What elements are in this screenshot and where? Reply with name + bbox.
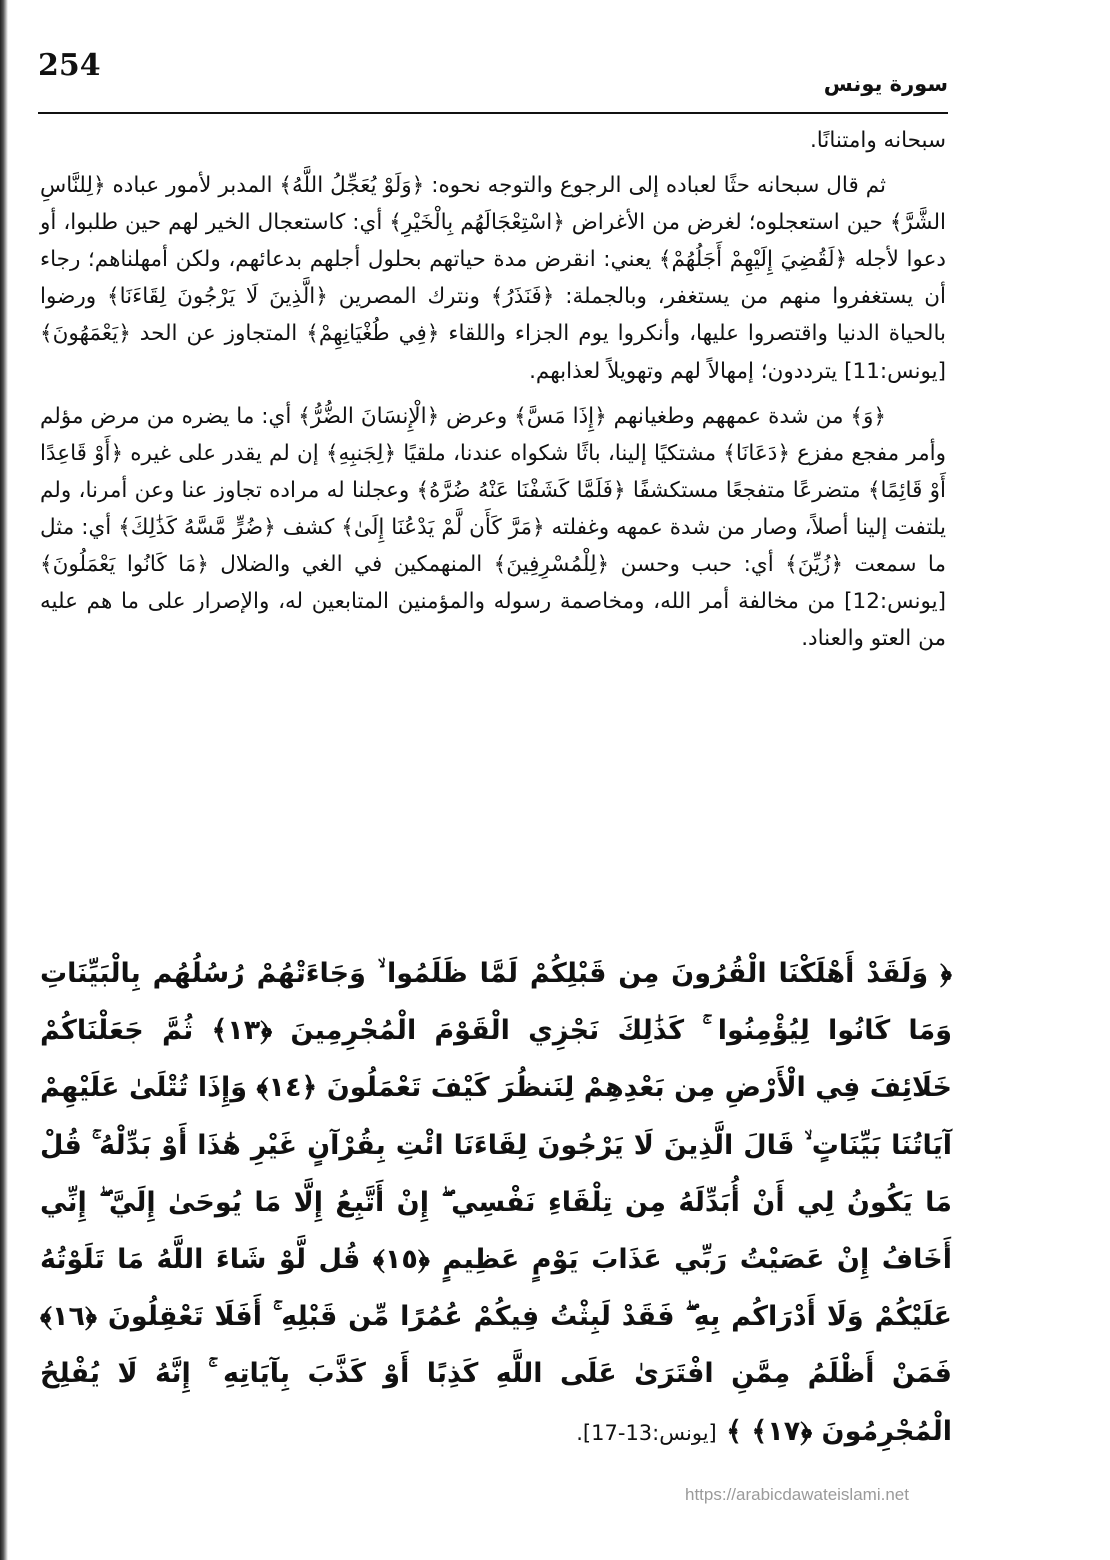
quran-verses-block xyxy=(40,945,952,1462)
scan-edge-shadow xyxy=(0,0,8,1560)
quran-verses: ﴿ وَلَقَدْ أَهْلَكْنَا الْقُرُونَ مِن قَبْلِكُمْ لَمَّا ظَلَمُوا ۙ وَجَاءَتْهُمْ رُسُلُهُم بِالْبَيِّنَاتِ وَمَا كَانُوا لِيُؤْمِنُوا ۚ كَذَٰلِكَ نَجْزِي الْقَوْمَ الْمُجْرِمِينَ ﴿١٣﴾ ثُمَّ جَعَلْنَاكُمْ خَلَائِفَ فِي الْأَرْضِ مِن بَعْدِهِمْ لِنَنظُرَ كَيْفَ تَعْمَلُونَ ﴿١٤﴾ وَإِذَا تُتْلَىٰ عَلَيْهِمْ آيَاتُنَا بَيِّنَاتٍ ۙ قَالَ الَّذِينَ لَا يَرْجُونَ لِقَاءَنَا ائْتِ بِقُرْآنٍ غَيْرِ هَٰذَا أَوْ بَدِّلْهُ ۚ قُلْ مَا يَكُونُ لِي أَنْ أُبَدِّلَهُ مِن تِلْقَاءِ نَفْسِي ۖ إِنْ أَتَّبِعُ إِلَّا مَا يُوحَىٰ إِلَيَّ ۖ إِنِّي أَخَافُ إِنْ عَصَيْتُ رَبِّي عَذَابَ يَوْمٍ عَظِيمٍ ﴿١٥﴾ قُل لَّوْ شَاءَ اللَّهُ مَا تَلَوْتُهُ عَلَيْكُمْ وَلَا أَدْرَاكُم بِهِ ۖ فَقَدْ لَبِثْتُ فِيكُمْ عُمُرًا مِّن قَبْلِهِ ۚ أَفَلَا تَعْقِلُونَ ﴿١٦﴾ فَمَنْ أَظْلَمُ مِمَّنِ افْتَرَىٰ عَلَى اللَّهِ كَذِبًا أَوْ كَذَّبَ بِآيَاتِهِ ۚ إِنَّهُ لَا يُفْلِحُ الْمُجْرِمُونَ ﴿١٧﴾ ﴾ xyxy=(40,958,952,1447)
header-divider xyxy=(38,112,948,114)
watermark-url: https://arabicdawateislami.net xyxy=(685,1485,909,1504)
commentary-text xyxy=(40,122,946,665)
page-number: 254 xyxy=(38,48,101,83)
surah-title: سورة يونس xyxy=(823,72,948,96)
verse-reference: [يونس:13-17]. xyxy=(576,1420,717,1445)
paragraph: سبحانه وامتنانًا. xyxy=(809,128,946,153)
page-header xyxy=(38,48,948,110)
paragraph: ثم قال سبحانه حثًا لعباده إلى الرجوع والتوجه نحوه: ﴿وَلَوْ يُعَجِّلُ اللَّهُ﴾ المدبر لأمور عباده ﴿لِلنَّاسِ الشَّرَّ﴾ حين استعجلوه؛ لغرض من الأغراض ﴿اسْتِعْجَالَهُم بِالْخَيْرِ﴾ أي: كاستعجال الخير لهم حين طلبوا، أو دعوا لأجله ﴿لَقُضِيَ إِلَيْهِمْ أَجَلُهُمْ﴾ يعني: انقرض مدة حياتهم بحلول أجلهم بدعائهم، ولكن أمهلناهم؛ رجاء أن يستغفروا منهم من يستغفر، وبالجملة: ﴿فَنَذَرُ﴾ ونترك المصرين ﴿الَّذِينَ لَا يَرْجُونَ لِقَاءَنَا﴾ ورضوا بالحياة الدنيا واقتصروا عليها، وأنكروا يوم الجزاء واللقاء ﴿فِي طُغْيَانِهِمْ﴾ المتجاوز عن الحد ﴿يَعْمَهُونَ﴾ [يونس:11] يترددون؛ إمهالاً لهم وتهويلاً لعذابهم. xyxy=(40,173,946,384)
paragraph: ﴿وَ﴾ من شدة عمههم وطغيانهم ﴿إِذَا مَسَّ﴾ وعرض ﴿الْإِنسَانَ الضُّرُّ﴾ أي: ما يضره من مرض مؤلم وأمر مفجع مفزع ﴿دَعَانَا﴾ مشتكيًا إلينا، باثًا شكواه عندنا، ملقيًا ﴿لِجَنبِهِ﴾ إن لم يقدر على غيره ﴿أَوْ قَاعِدًا أَوْ قَائِمًا﴾ متضرعًا متفجعًا مستكشفًا ﴿فَلَمَّا كَشَفْنَا عَنْهُ ضُرَّهُ﴾ وعجلنا له مراده تجاوز عنا وعن أمرنا، ولم يلتفت إلينا أصلاً، وصار من شدة عمهه وغفلته ﴿مَرَّ كَأَن لَّمْ يَدْعُنَا إِلَىٰ﴾ كشف ﴿ضُرٍّ مَّسَّهُ كَذَٰلِكَ﴾ أي: مثل ما سمعت ﴿زُيِّنَ﴾ أي: حبب وحسن ﴿لِلْمُسْرِفِينَ﴾ المنهمكين في الغي والضلال ﴿مَا كَانُوا يَعْمَلُونَ﴾ [يونس:12] من مخالفة أمر الله، ومخاصمة رسوله والمؤمنين المتابعين له، والإصرار على ما هم عليه من العتو والعناد. xyxy=(40,403,946,652)
